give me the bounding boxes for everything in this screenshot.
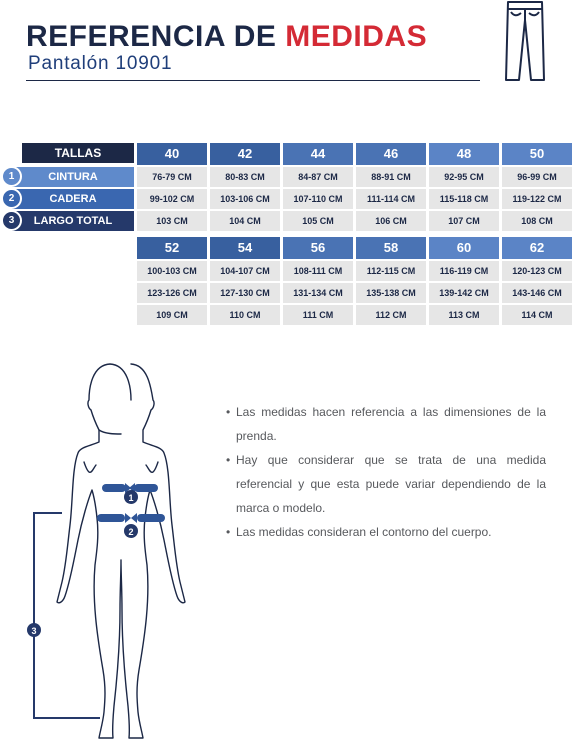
title-divider — [26, 80, 480, 81]
size-header: 52 — [137, 237, 207, 259]
note-item — [226, 400, 546, 448]
size-table-block-1 — [137, 143, 572, 231]
size-header: 56 — [283, 237, 353, 259]
cintura-cell: 92-95 CM — [429, 167, 499, 187]
cintura-cell: 120-123 CM — [502, 261, 572, 281]
size-header: 54 — [210, 237, 280, 259]
cintura-cell: 108-111 CM — [283, 261, 353, 281]
bullet-icon: • — [226, 525, 231, 539]
hip-band — [97, 513, 165, 523]
largo-cell: 112 CM — [356, 305, 426, 325]
label-tallas: TALLAS — [22, 143, 134, 163]
badge-2: 2 — [1, 188, 22, 209]
cintura-cell: 116-119 CM — [429, 261, 499, 281]
size-header: 48 — [429, 143, 499, 165]
largo-cell: 108 CM — [502, 211, 572, 231]
label-largo-total: LARGO TOTAL — [12, 211, 134, 231]
cintura-cell: 84-87 CM — [283, 167, 353, 187]
cintura-cell: 88-91 CM — [356, 167, 426, 187]
largo-cell: 110 CM — [210, 305, 280, 325]
largo-cell: 105 CM — [283, 211, 353, 231]
cadera-cell: 119-122 CM — [502, 189, 572, 209]
size-table-block-2 — [137, 237, 572, 325]
page-subtitle: Pantalón 10901 — [28, 53, 173, 74]
cadera-cell: 111-114 CM — [356, 189, 426, 209]
largo-cell: 106 CM — [356, 211, 426, 231]
length-bracket — [34, 513, 100, 718]
cintura-cell: 104-107 CM — [210, 261, 280, 281]
largo-cell: 107 CM — [429, 211, 499, 231]
title-accent: MEDIDAS — [285, 20, 428, 53]
largo-cell: 114 CM — [502, 305, 572, 325]
marker-3-circle — [27, 623, 41, 637]
label-cintura: CINTURA — [12, 167, 134, 187]
badge-1: 1 — [1, 166, 22, 187]
cadera-cell: 135-138 CM — [356, 283, 426, 303]
largo-cell: 113 CM — [429, 305, 499, 325]
cintura-cell: 80-83 CM — [210, 167, 280, 187]
marker-1-text: 1 — [128, 493, 134, 503]
bullet-icon: • — [226, 453, 231, 467]
size-header: 46 — [356, 143, 426, 165]
body-figure — [0, 350, 220, 746]
note-text: Las medidas consideran el contorno del cuerpo. — [236, 525, 492, 539]
cintura-cell: 76-79 CM — [137, 167, 207, 187]
size-header: 50 — [502, 143, 572, 165]
largo-cell: 111 CM — [283, 305, 353, 325]
badge-3: 3 — [1, 210, 22, 231]
cadera-cell: 139-142 CM — [429, 283, 499, 303]
cadera-cell: 107-110 CM — [283, 189, 353, 209]
marker-2-text: 2 — [128, 527, 134, 537]
cintura-cell: 112-115 CM — [356, 261, 426, 281]
pants-icon — [503, 0, 547, 84]
largo-cell: 109 CM — [137, 305, 207, 325]
cadera-cell: 115-118 CM — [429, 189, 499, 209]
note-text: Las medidas hacen referencia a las dimensiones de la prenda. — [236, 405, 546, 443]
note-text: Hay que considerar que se trata de una medida referencial y que esta puede variar dependiendo de la marca o modelo. — [236, 453, 546, 515]
size-header: 42 — [210, 143, 280, 165]
note-item — [226, 448, 546, 520]
label-cadera: CADERA — [12, 189, 134, 209]
title-main: REFERENCIA DE — [26, 20, 277, 53]
size-header: 44 — [283, 143, 353, 165]
note-item — [226, 520, 546, 544]
bullet-icon: • — [226, 405, 231, 419]
cadera-cell: 123-126 CM — [137, 283, 207, 303]
cadera-cell: 103-106 CM — [210, 189, 280, 209]
largo-cell: 103 CM — [137, 211, 207, 231]
marker-2-circle — [124, 524, 138, 538]
cadera-cell: 99-102 CM — [137, 189, 207, 209]
cintura-cell: 100-103 CM — [137, 261, 207, 281]
cintura-cell: 96-99 CM — [502, 167, 572, 187]
size-header: 62 — [502, 237, 572, 259]
largo-cell: 104 CM — [210, 211, 280, 231]
size-header: 40 — [137, 143, 207, 165]
cadera-cell: 131-134 CM — [283, 283, 353, 303]
notes-list — [226, 400, 546, 544]
page-title — [26, 20, 427, 54]
marker-1-circle — [124, 490, 138, 504]
size-header: 60 — [429, 237, 499, 259]
marker-3-text: 3 — [31, 626, 37, 636]
cadera-cell: 127-130 CM — [210, 283, 280, 303]
body-outline — [57, 364, 185, 738]
size-header: 58 — [356, 237, 426, 259]
cadera-cell: 143-146 CM — [502, 283, 572, 303]
